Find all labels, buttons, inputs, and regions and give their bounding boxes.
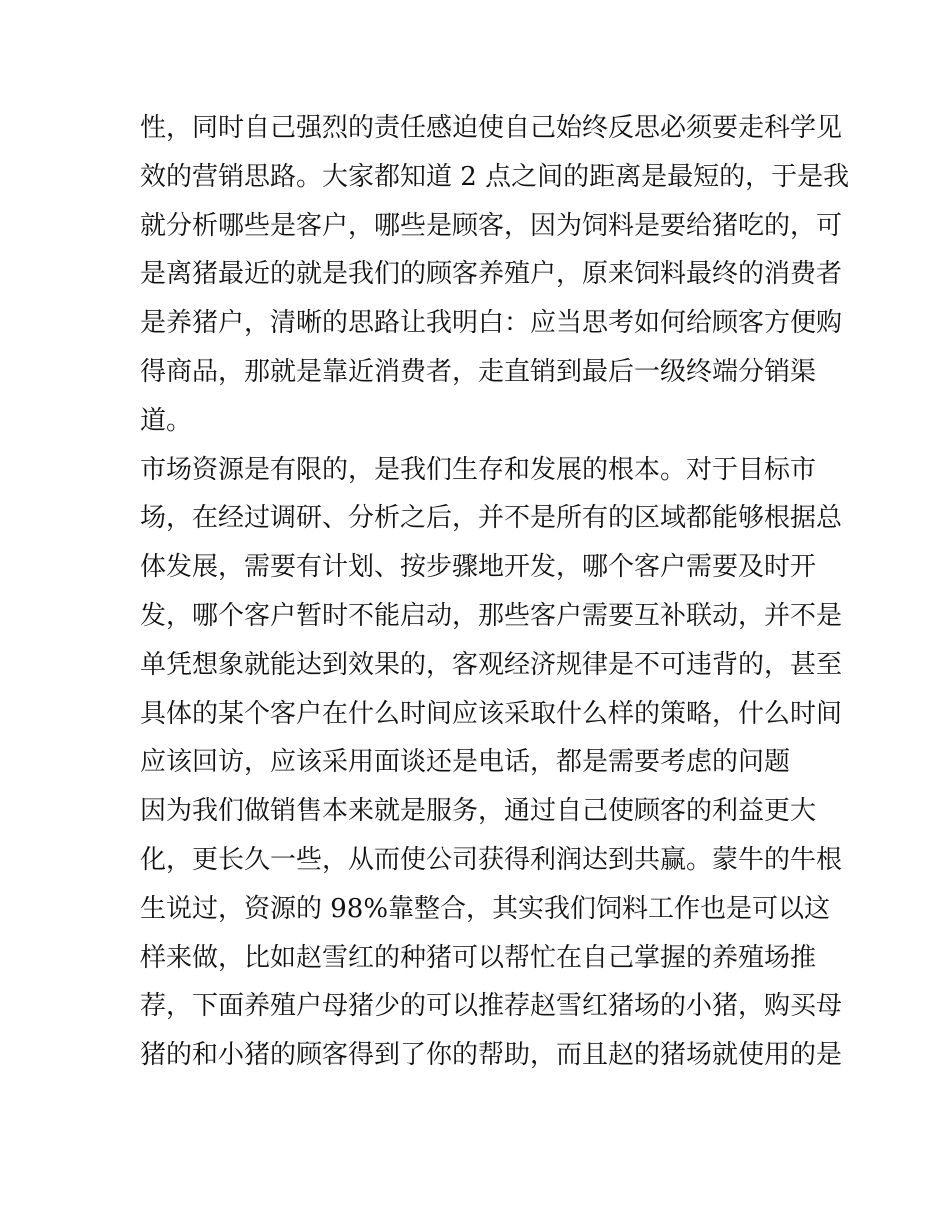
text-line: 化，更长久一些，从而使公司获得利润达到共赢。蒙牛的牛根 xyxy=(140,844,843,875)
text-line: 市场资源是有限的，是我们生存和发展的根本。对于目标市 xyxy=(140,454,817,485)
text-line: 具体的某个客户在什么时间应该采取什么样的策略，什么时间 xyxy=(140,698,843,729)
text-line: 是离猪最近的就是我们的顾客养殖户，原来饲料最终的消费者 xyxy=(140,259,843,290)
body-text xyxy=(140,104,850,1080)
text-line: 样来做，比如赵雪红的种猪可以帮忙在自己掌握的养殖场推 xyxy=(140,942,817,973)
text-line: 是养猪户，清晰的思路让我明白：应当思考如何给顾客方便购 xyxy=(140,308,843,339)
text-line: 应该回访，应该采用面谈还是电话，都是需要考虑的问题 xyxy=(140,747,791,778)
text-line: 体发展，需要有计划、按步骤地开发，哪个客户需要及时开 xyxy=(140,552,817,583)
text-line: 性，同时自己强烈的责任感迫使自己始终反思必须要走科学见 xyxy=(140,113,843,143)
text-line: 发，哪个客户暂时不能启动，那些客户需要互补联动，并不是 xyxy=(140,600,843,631)
text-line: 猪的和小猪的顾客得到了你的帮助，而且赵的猪场就使用的是 xyxy=(140,1040,843,1071)
text-line: 荐，下面养殖户母猪少的可以推荐赵雪红猪场的小猪，购买母 xyxy=(140,991,843,1022)
text-line: 因为我们做销售本来就是服务，通过自己使顾客的利益更大 xyxy=(140,796,817,827)
text-line: 单凭想象就能达到效果的，客观经济规律是不可违背的，甚至 xyxy=(140,649,843,680)
text-line: 得商品，那就是靠近消费者，走直销到最后一级终端分销渠 xyxy=(140,356,817,387)
text-line: 就分析哪些是客户，哪些是顾客，因为饲料是要给猪吃的，可 xyxy=(140,210,843,241)
text-line: 效的营销思路。大家都知道 2 点之间的距离是最短的，于是我 xyxy=(140,161,850,192)
text-line: 道。 xyxy=(140,405,193,436)
text-line: 生说过，资源的 98%靠整合，其实我们饲料工作也是可以这 xyxy=(140,893,831,924)
text-line: 场，在经过调研、分析之后，并不是所有的区域都能够根据总 xyxy=(140,503,843,534)
